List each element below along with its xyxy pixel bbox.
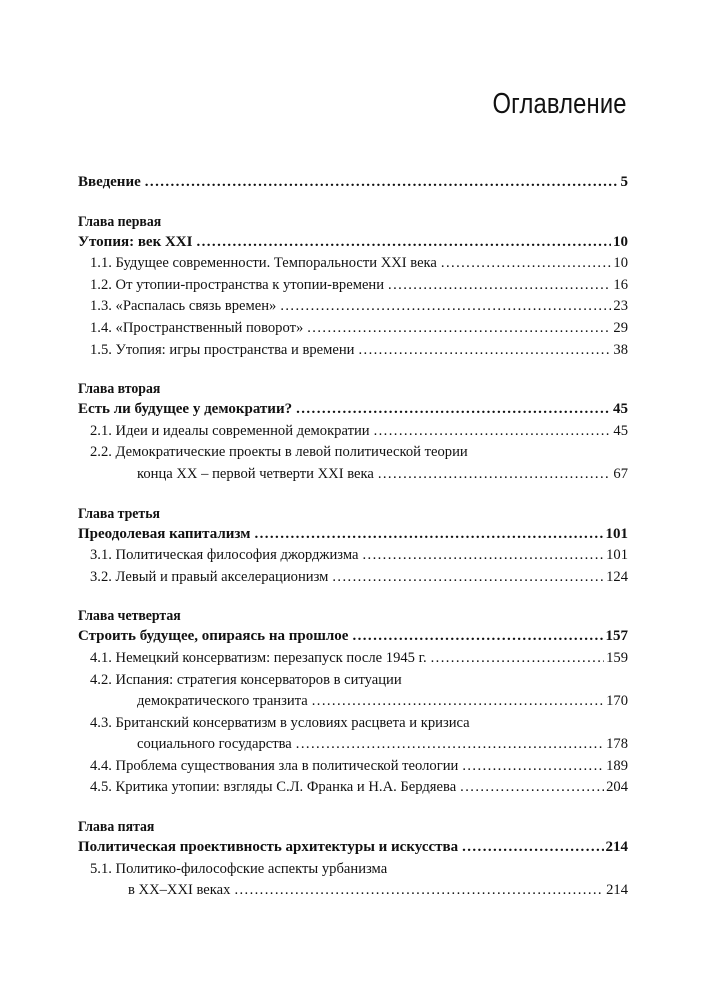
- entry-title: 1.5. Утопия: игры пространства и времени: [90, 341, 355, 358]
- dot-leader: [296, 399, 611, 421]
- entry-title: 1.4. «Пространственный поворот»: [90, 319, 304, 336]
- chapter-section: [78, 379, 628, 485]
- page-number: 45: [613, 422, 628, 439]
- entry-title: 4.1. Немецкий консерватизм: перезапуск после 1945 г.: [90, 649, 427, 666]
- dot-leader: [374, 421, 612, 443]
- page-number: 67: [613, 465, 628, 482]
- dot-leader: [307, 318, 611, 340]
- page-number: 157: [605, 628, 628, 645]
- chapter-title-entry[interactable]: [78, 399, 628, 421]
- entry-title: Преодолевая капитализм: [78, 525, 251, 542]
- page-number: 214: [605, 839, 628, 856]
- chapter-label: Глава четвертая: [78, 608, 181, 625]
- page-number: 101: [605, 525, 628, 542]
- dot-leader: [145, 172, 619, 194]
- toc-entry[interactable]: [78, 253, 628, 275]
- entry-title-line[interactable]: 4.3. Британский консерватизм в условиях расцвета и кризиса: [90, 714, 470, 731]
- page-number: 124: [606, 568, 628, 585]
- page-number: 16: [613, 276, 628, 293]
- chapter-label: Глава первая: [78, 213, 162, 230]
- chapter-section: [78, 817, 628, 902]
- toc-entry-continuation[interactable]: [78, 464, 628, 486]
- chapter-section: [78, 606, 628, 799]
- entry-title: Строить будущее, опираясь на прошлое: [78, 628, 349, 645]
- entry-title: Утопия: век XXI: [78, 233, 193, 250]
- dot-leader: [280, 296, 611, 318]
- dot-leader: [358, 340, 611, 362]
- dot-leader: [460, 777, 604, 799]
- dot-leader: [441, 253, 611, 275]
- chapter-title-entry[interactable]: [78, 232, 628, 254]
- page-number: 178: [606, 736, 628, 753]
- chapter-section: [78, 504, 628, 589]
- toc-entry-intro[interactable]: [78, 172, 628, 194]
- dot-leader: [312, 691, 604, 713]
- toc-entry[interactable]: [78, 296, 628, 318]
- page-title: Оглавление: [492, 88, 627, 120]
- chapter-label: Глава пятая: [78, 819, 155, 836]
- entry-title: 1.2. От утопии-пространства к утопии-времени: [90, 276, 385, 293]
- dot-leader: [254, 524, 603, 546]
- chapter-title-entry[interactable]: [78, 626, 628, 648]
- dot-leader: [196, 232, 611, 254]
- toc-entry-continuation[interactable]: [78, 734, 628, 756]
- page-number: 170: [606, 693, 628, 710]
- intro-section: [78, 172, 628, 194]
- entry-title-line[interactable]: 2.2. Демократические проекты в левой политической теории: [90, 444, 468, 461]
- entry-title: 1.3. «Распалась связь времен»: [90, 298, 277, 315]
- entry-title: социального государства: [137, 736, 292, 753]
- page-number: 159: [606, 649, 628, 666]
- table-of-contents: [78, 172, 628, 920]
- toc-entry[interactable]: [78, 275, 628, 297]
- dot-leader: [234, 880, 604, 902]
- entry-title: 3.2. Левый и правый акселерационизм: [90, 568, 329, 585]
- page-number: 189: [606, 757, 628, 774]
- entry-title: Введение: [78, 174, 141, 190]
- toc-entry-continuation[interactable]: [78, 691, 628, 713]
- entry-title: Политическая проективность архитектуры и искусства: [78, 839, 459, 856]
- page-number: 45: [613, 401, 628, 418]
- entry-title-line[interactable]: 5.1. Политико-философские аспекты урбанизма: [90, 860, 388, 877]
- page-number: 38: [613, 341, 628, 358]
- toc-entry[interactable]: [78, 318, 628, 340]
- page-number: 204: [606, 779, 628, 796]
- toc-entry-continuation[interactable]: [78, 880, 628, 902]
- toc-entry[interactable]: [78, 648, 628, 670]
- toc-entry[interactable]: [78, 421, 628, 443]
- page-number: 29: [613, 319, 628, 336]
- entry-title: конца XX – первой четверти XXI века: [137, 465, 374, 482]
- page-number: 10: [613, 233, 628, 250]
- toc-entry[interactable]: [78, 756, 628, 778]
- entry-title: 1.1. Будущее современности. Темпоральности XXI века: [90, 255, 437, 272]
- dot-leader: [332, 567, 604, 589]
- entry-title: 4.5. Критика утопии: взгляды С.Л. Франка и Н.А. Бердяева: [90, 779, 457, 796]
- entry-title: 3.1. Политическая философия джорджизма: [90, 547, 359, 564]
- page-number: 101: [606, 547, 628, 564]
- chapter-label: Глава третья: [78, 505, 160, 522]
- dot-leader: [462, 756, 604, 778]
- entry-title: 4.4. Проблема существования зла в политической теологии: [90, 757, 459, 774]
- page-number: 5: [620, 174, 628, 190]
- chapter-title-entry[interactable]: [78, 524, 628, 546]
- entry-title: в XX–XXI веках: [128, 882, 231, 899]
- dot-leader: [431, 648, 605, 670]
- entry-title: Есть ли будущее у демократии?: [78, 401, 293, 418]
- page-number: 23: [613, 298, 628, 315]
- page-number: 10: [613, 255, 628, 272]
- dot-leader: [296, 734, 604, 756]
- toc-entry[interactable]: [78, 340, 628, 362]
- dot-leader: [388, 275, 611, 297]
- entry-title-line[interactable]: 4.2. Испания: стратегия консерваторов в ситуации: [90, 671, 402, 688]
- entry-title: демократического транзита: [137, 693, 308, 710]
- dot-leader: [378, 464, 612, 486]
- page-number: 214: [606, 882, 628, 899]
- dot-leader: [352, 626, 603, 648]
- toc-entry[interactable]: [78, 545, 628, 567]
- chapter-section: [78, 212, 628, 362]
- toc-entry[interactable]: [78, 777, 628, 799]
- entry-title: 2.1. Идеи и идеалы современной демократии: [90, 422, 370, 439]
- chapter-label: Глава вторая: [78, 381, 161, 398]
- dot-leader: [362, 545, 604, 567]
- toc-entry[interactable]: [78, 567, 628, 589]
- chapter-title-entry[interactable]: [78, 837, 628, 859]
- dot-leader: [462, 837, 603, 859]
